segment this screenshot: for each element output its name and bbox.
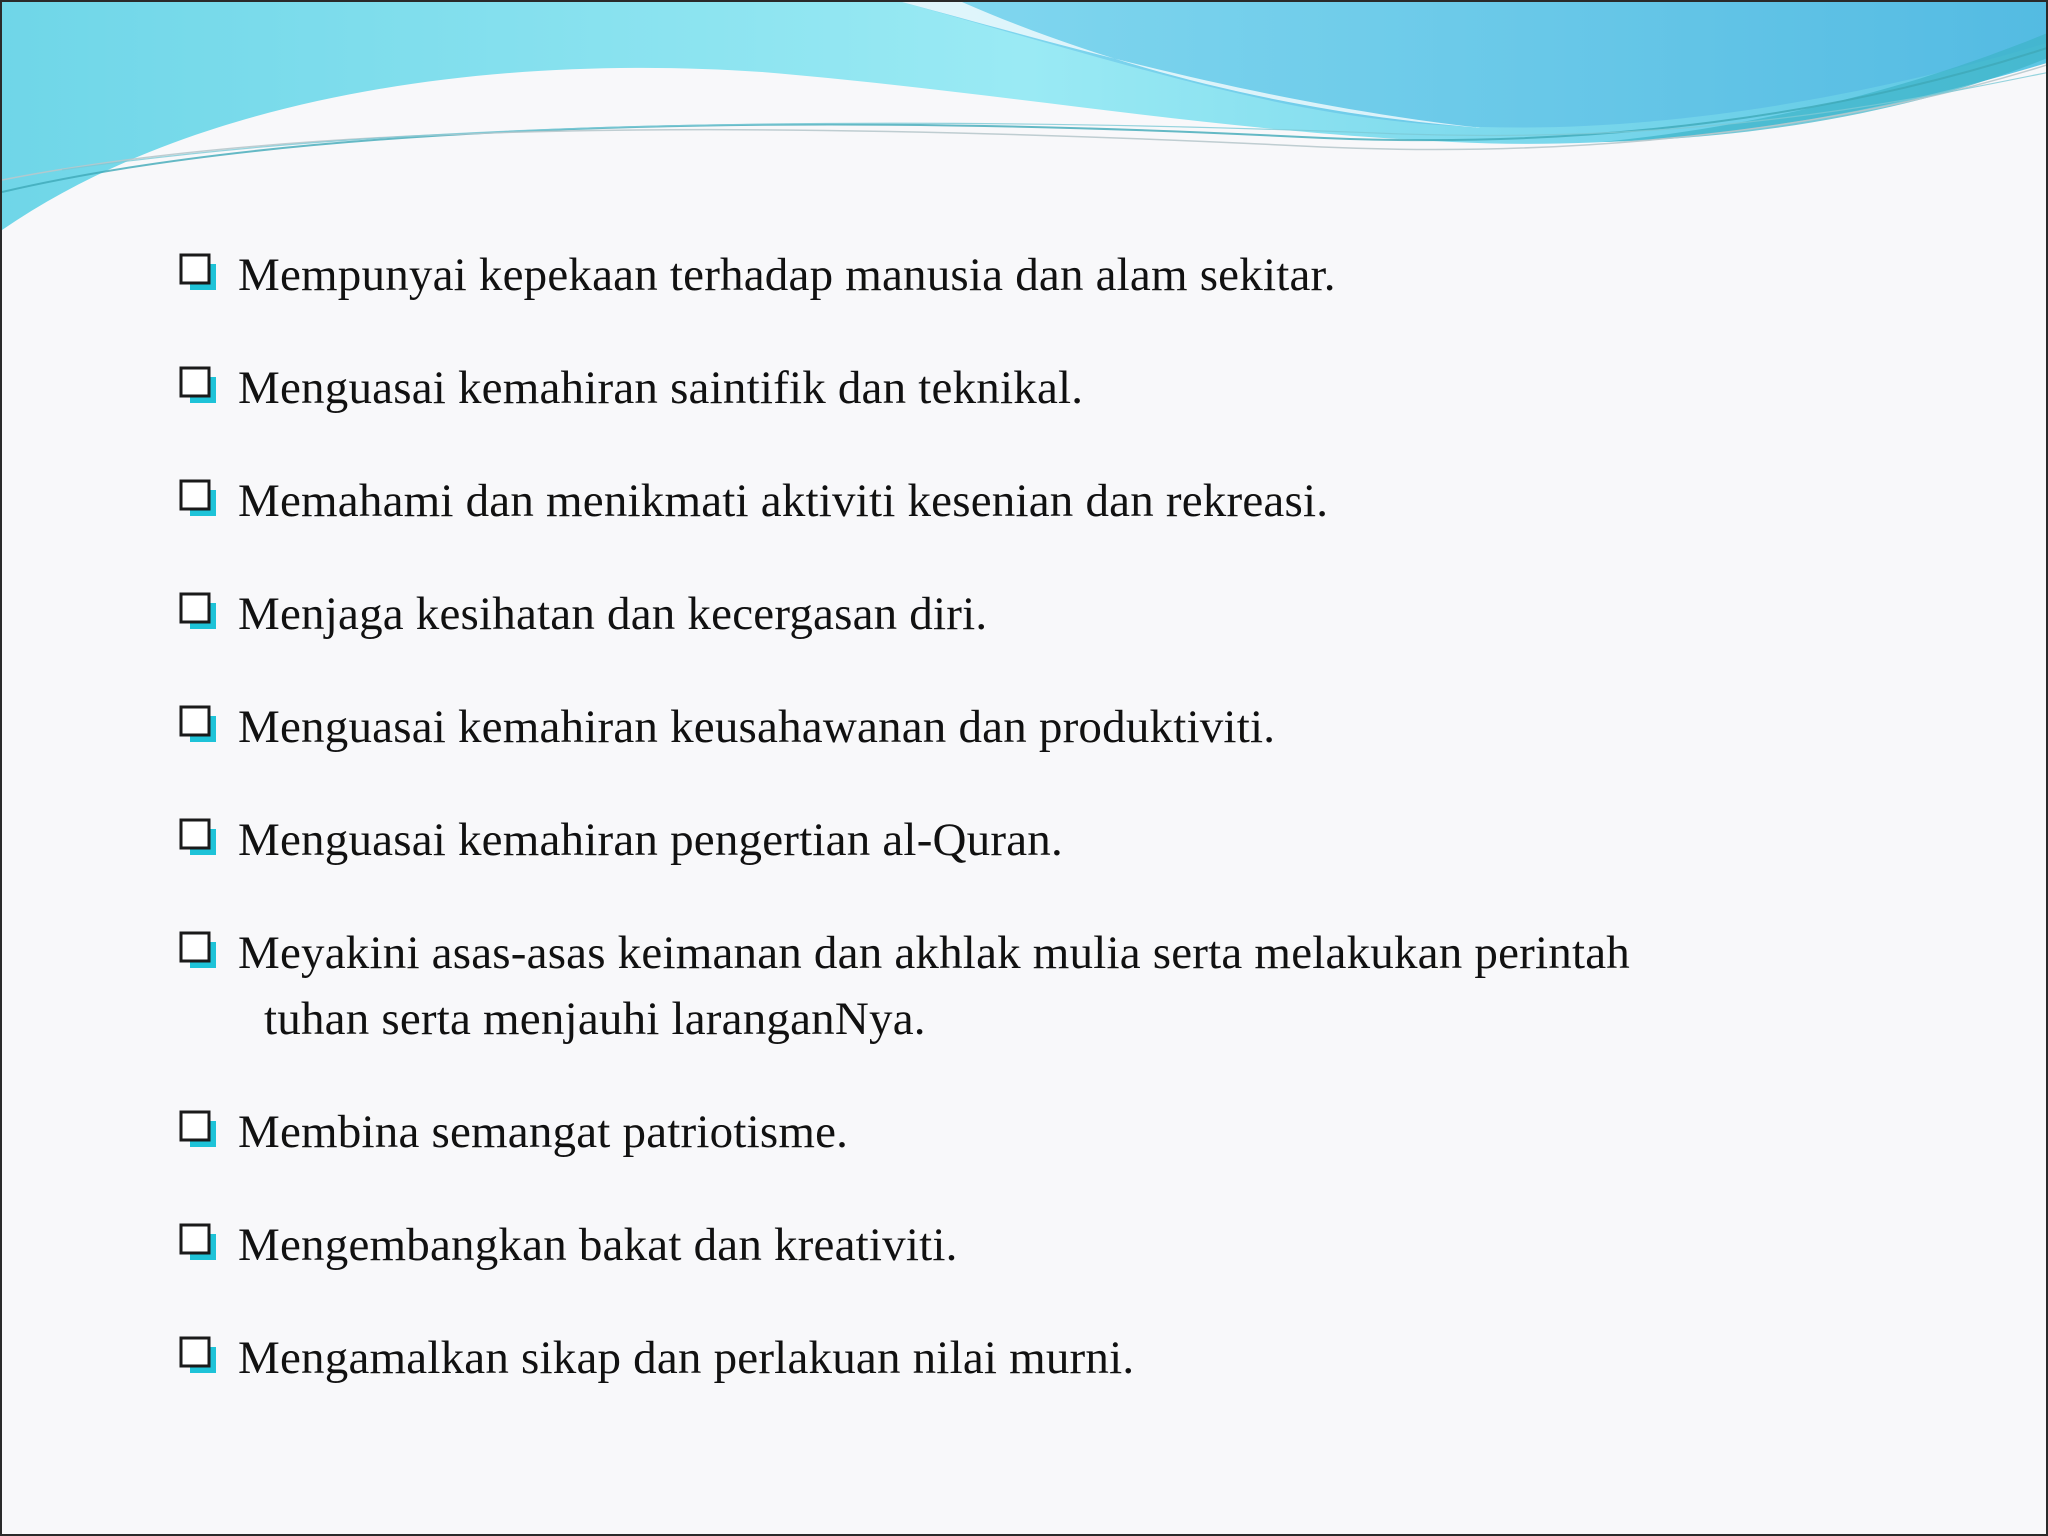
list-item [178,1325,1978,1391]
square-bullet-icon [178,365,218,405]
list-item-text: Mempunyai kepekaan terhadap manusia dan alam sekitar. [238,249,1336,301]
list-item [178,468,1978,534]
list-item-text: Menguasai kemahiran keusahawanan dan produktiviti. [238,701,1276,753]
list-item [178,807,1978,873]
objectives-list [178,242,1978,1438]
square-bullet-icon [178,1109,218,1149]
list-item [178,355,1978,421]
square-bullet-icon [178,478,218,518]
square-bullet-icon [178,1222,218,1262]
list-item-text: Mengamalkan sikap dan perlakuan nilai murni. [238,1332,1135,1384]
list-item-text: Meyakini asas-asas keimanan dan akhlak mulia serta melakukan perintah [238,927,1630,979]
list-item-text: Menjaga kesihatan dan kecergasan diri. [238,588,988,640]
list-item [178,1099,1978,1165]
list-item [178,1212,1978,1278]
list-item-text: Memahami dan menikmati aktiviti kesenian dan rekreasi. [238,475,1329,527]
list-item-text: Membina semangat patriotisme. [238,1106,849,1158]
list-item [178,242,1978,308]
square-bullet-icon [178,591,218,631]
square-bullet-icon [178,817,218,857]
wave-header-decoration [2,2,2048,242]
list-item-text: Menguasai kemahiran saintifik dan teknikal. [238,362,1084,414]
list-item [178,581,1978,647]
list-item-text: Menguasai kemahiran pengertian al-Quran. [238,814,1063,866]
square-bullet-icon [178,930,218,970]
square-bullet-icon [178,1335,218,1375]
list-item [178,694,1978,760]
list-item-text-continuation: tuhan serta menjauhi laranganNya. [264,993,926,1045]
square-bullet-icon [178,252,218,292]
list-item-text: Mengembangkan bakat dan kreativiti. [238,1219,958,1271]
square-bullet-icon [178,704,218,744]
list-item [178,920,1978,1052]
